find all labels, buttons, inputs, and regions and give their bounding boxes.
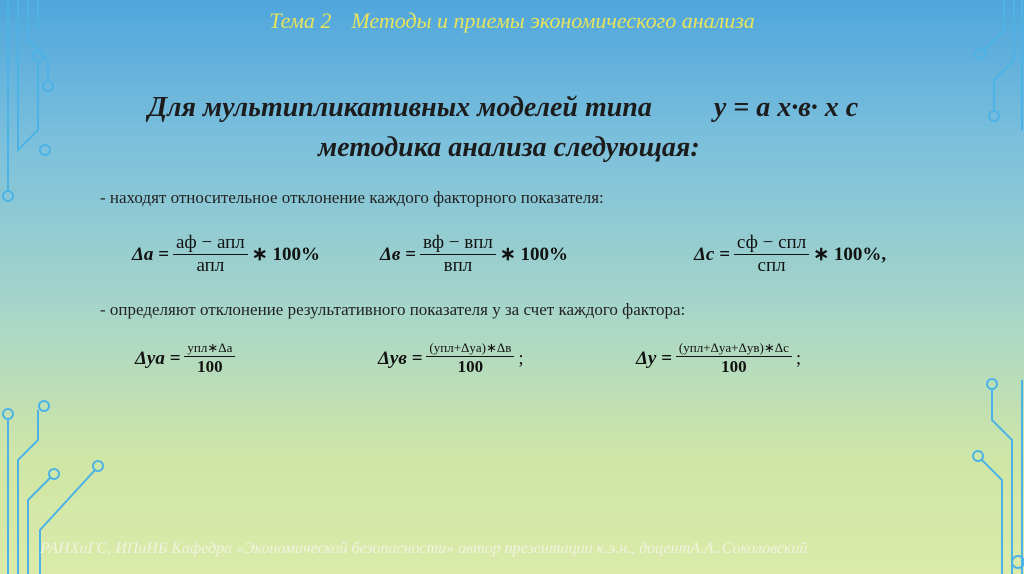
formula-denominator: спл bbox=[757, 255, 786, 276]
formula-denominator: апл bbox=[196, 255, 225, 276]
heading-line-2: методика анализа следующая: bbox=[318, 132, 700, 163]
model-formula: y = a x·в· x c bbox=[713, 92, 859, 123]
formula-denominator: 100 bbox=[457, 357, 484, 376]
topic-name: Методы и приемы экономического анализа bbox=[351, 8, 755, 33]
formula-delta-y bbox=[636, 340, 801, 377]
bullet-result-deviation: - определяют отклонение результативного показателя y за счет каждого фактора: bbox=[100, 300, 686, 319]
formula-numerator: (yпл+Δya)∗Δв bbox=[426, 340, 514, 357]
formula-numerator: вф − впл bbox=[420, 232, 496, 255]
formula-lhs: Δа = bbox=[132, 243, 169, 265]
topic-label: Тема 2 bbox=[269, 8, 332, 33]
formula-numerator: yпл∗Δа bbox=[184, 340, 235, 357]
formula-delta-ya bbox=[135, 340, 239, 377]
formula-lhs: Δyв = bbox=[378, 347, 423, 369]
formula-rhs: ; bbox=[795, 347, 802, 369]
slide-footer: РАНХиГС, ИПиНБ Кафедра «Экономической безопасности» автор презентации к.э.н., доцентА.А..Соколовский bbox=[40, 540, 808, 557]
circuit-decoration-right bbox=[944, 0, 1024, 574]
formula-numerator: сф − спл bbox=[734, 232, 809, 255]
formula-rhs: ; bbox=[518, 347, 524, 369]
heading-line-1 bbox=[148, 92, 1024, 124]
formula-denominator: впл bbox=[443, 255, 473, 276]
formula-delta-yb bbox=[378, 340, 524, 377]
formula-rhs: ∗ 100%, bbox=[813, 244, 887, 265]
formula-delta-b bbox=[380, 232, 568, 277]
formula-lhs: Δya = bbox=[135, 347, 181, 369]
formula-lhs: Δв = bbox=[380, 243, 416, 265]
formula-lhs: Δy = bbox=[636, 347, 672, 369]
bullet-relative-deviation: - находят относительное отклонение каждого факторного показателя: bbox=[100, 188, 604, 207]
formula-rhs: ∗ 100% bbox=[499, 244, 569, 265]
formula-denominator: 100 bbox=[197, 357, 223, 376]
formula-numerator: аф − апл bbox=[173, 232, 248, 255]
formula-rhs: ∗ 100% bbox=[251, 244, 320, 265]
formula-numerator: (yпл+Δya+Δyв)∗Δс bbox=[676, 340, 792, 357]
formula-delta-c bbox=[694, 232, 886, 277]
circuit-decoration-left bbox=[0, 0, 120, 574]
formula-denominator: 100 bbox=[721, 357, 747, 376]
heading-text: Для мультипликативных моделей типа bbox=[148, 92, 652, 123]
slide-title bbox=[0, 8, 1024, 34]
formula-lhs: Δс = bbox=[694, 243, 730, 265]
formula-delta-a bbox=[132, 232, 320, 277]
